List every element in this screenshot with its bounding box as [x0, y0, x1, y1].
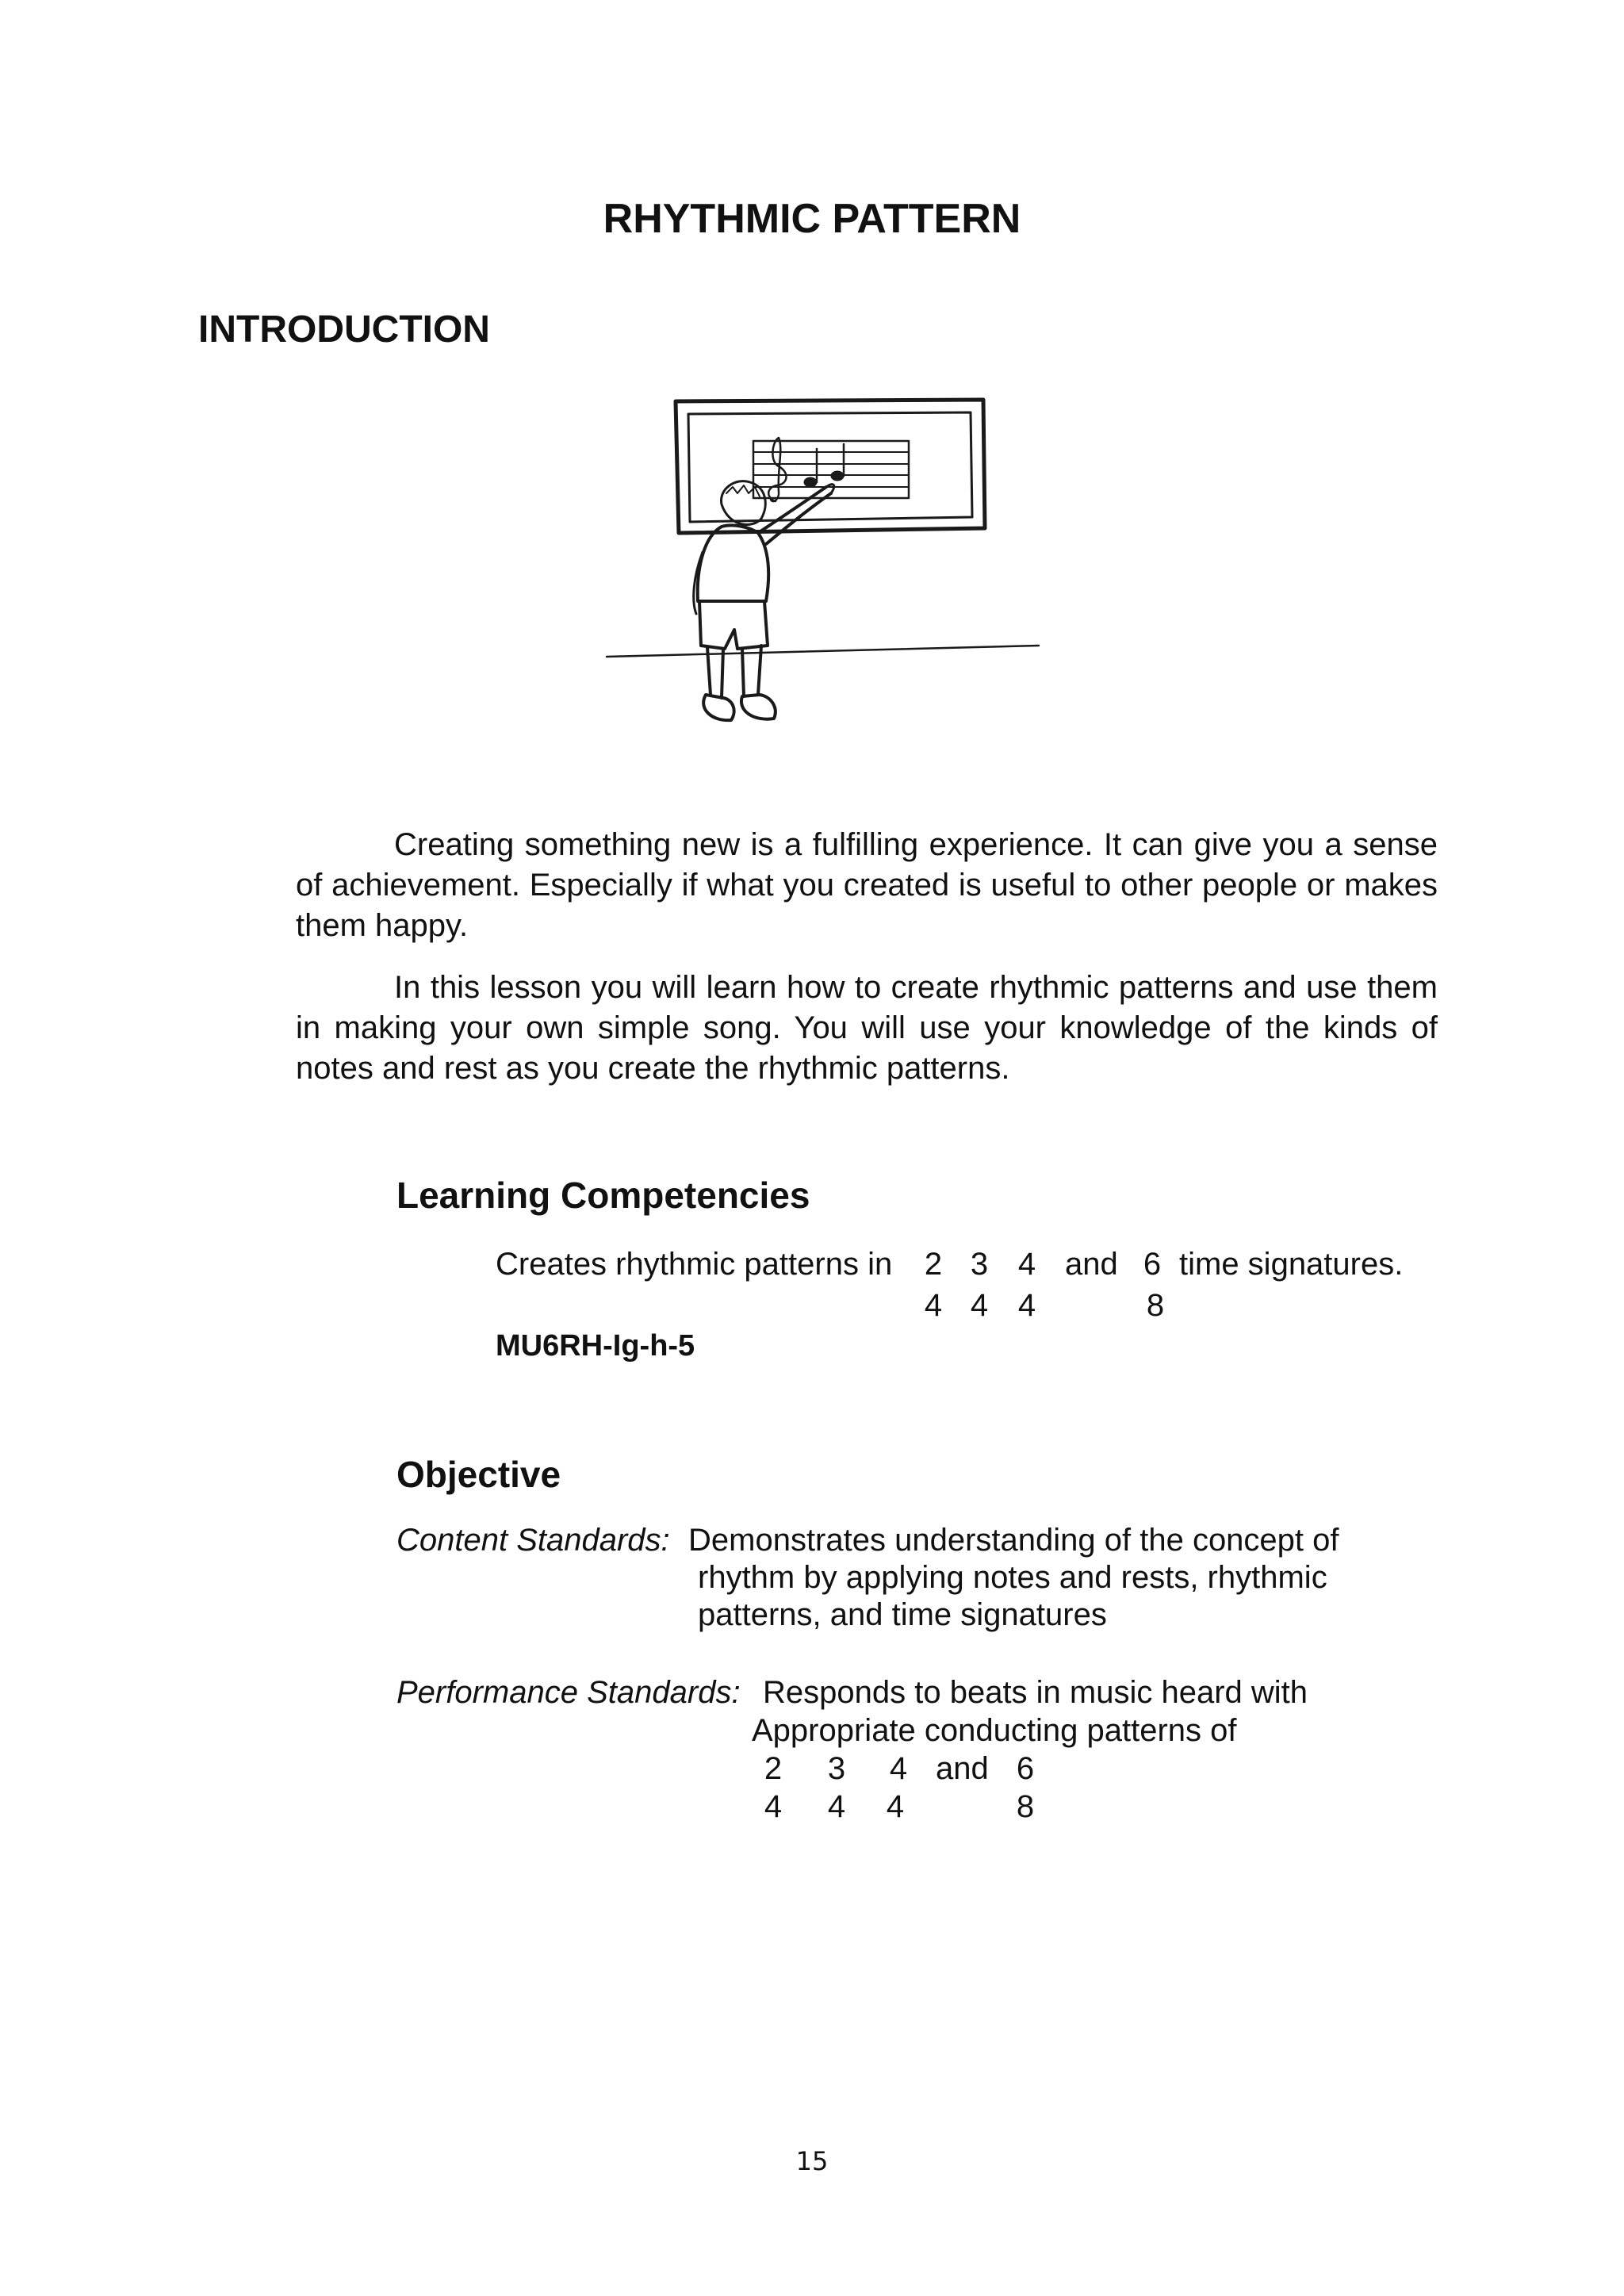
time-signature-denominator: 4: [970, 1288, 989, 1323]
learning-competencies-heading: Learning Competencies: [396, 1175, 810, 1216]
time-signature-numerator: 6: [1016, 1751, 1035, 1786]
time-signature-denominator: 8: [1146, 1288, 1165, 1323]
competency-text: Creates rhythmic patterns in: [496, 1247, 893, 1282]
time-signature-numerator: 2: [924, 1247, 943, 1282]
content-standards-label: Content Standards:: [396, 1523, 670, 1558]
performance-standards-label: Performance Standards:: [396, 1675, 741, 1710]
time-signature-numerator: 2: [764, 1751, 783, 1786]
time-signature-denominator: 4: [764, 1789, 783, 1824]
time-signature-denominator: 4: [827, 1789, 846, 1824]
page-number: 15: [795, 2146, 829, 2176]
performance-standards-line: Responds to beats in music heard with: [763, 1675, 1308, 1710]
time-signature-numerator: 4: [889, 1751, 908, 1786]
content-standards-line: Demonstrates understanding of the concept of: [688, 1523, 1339, 1558]
competency-code: MU6RH-Ig-h-5: [496, 1329, 695, 1363]
page-title: RHYTHMIC PATTERN: [603, 196, 1021, 242]
time-signature-numerator: 3: [827, 1751, 846, 1786]
performance-standards-line: Appropriate conducting patterns of: [752, 1713, 1237, 1748]
time-signature-denominator: 4: [924, 1288, 943, 1323]
content-standards-line: rhythm by applying notes and rests, rhythmic: [698, 1560, 1327, 1595]
time-signature-numerator: 6: [1143, 1247, 1162, 1282]
competency-and-text: and: [1065, 1247, 1118, 1282]
time-signature-denominator: 4: [886, 1789, 905, 1824]
time-signature-denominator: 8: [1016, 1789, 1035, 1824]
intro-paragraph-2: In this lesson you will learn how to create rhythmic patterns and use them in making your own simple song. You will use your knowledge of the kinds of notes and rest as you create the rhythmic patterns.: [296, 970, 1438, 1086]
performance-and-text: and: [936, 1751, 989, 1786]
time-signature-denominator: 4: [1017, 1288, 1036, 1323]
objective-heading: Objective: [396, 1454, 561, 1495]
competency-suffix-text: time signatures.: [1179, 1247, 1404, 1282]
time-signature-numerator: 3: [970, 1247, 989, 1282]
intro-paragraph-1: Creating something new is a fulfilling experience. It can give you a sense of achievement. Especially if what you created is useful to other people or makes them happy.: [296, 827, 1438, 943]
boy-writing-music-on-board-illustration: [603, 393, 1047, 782]
introduction-heading: INTRODUCTION: [198, 309, 490, 351]
time-signature-numerator: 4: [1017, 1247, 1036, 1282]
content-standards-line: patterns, and time signatures: [698, 1597, 1107, 1632]
